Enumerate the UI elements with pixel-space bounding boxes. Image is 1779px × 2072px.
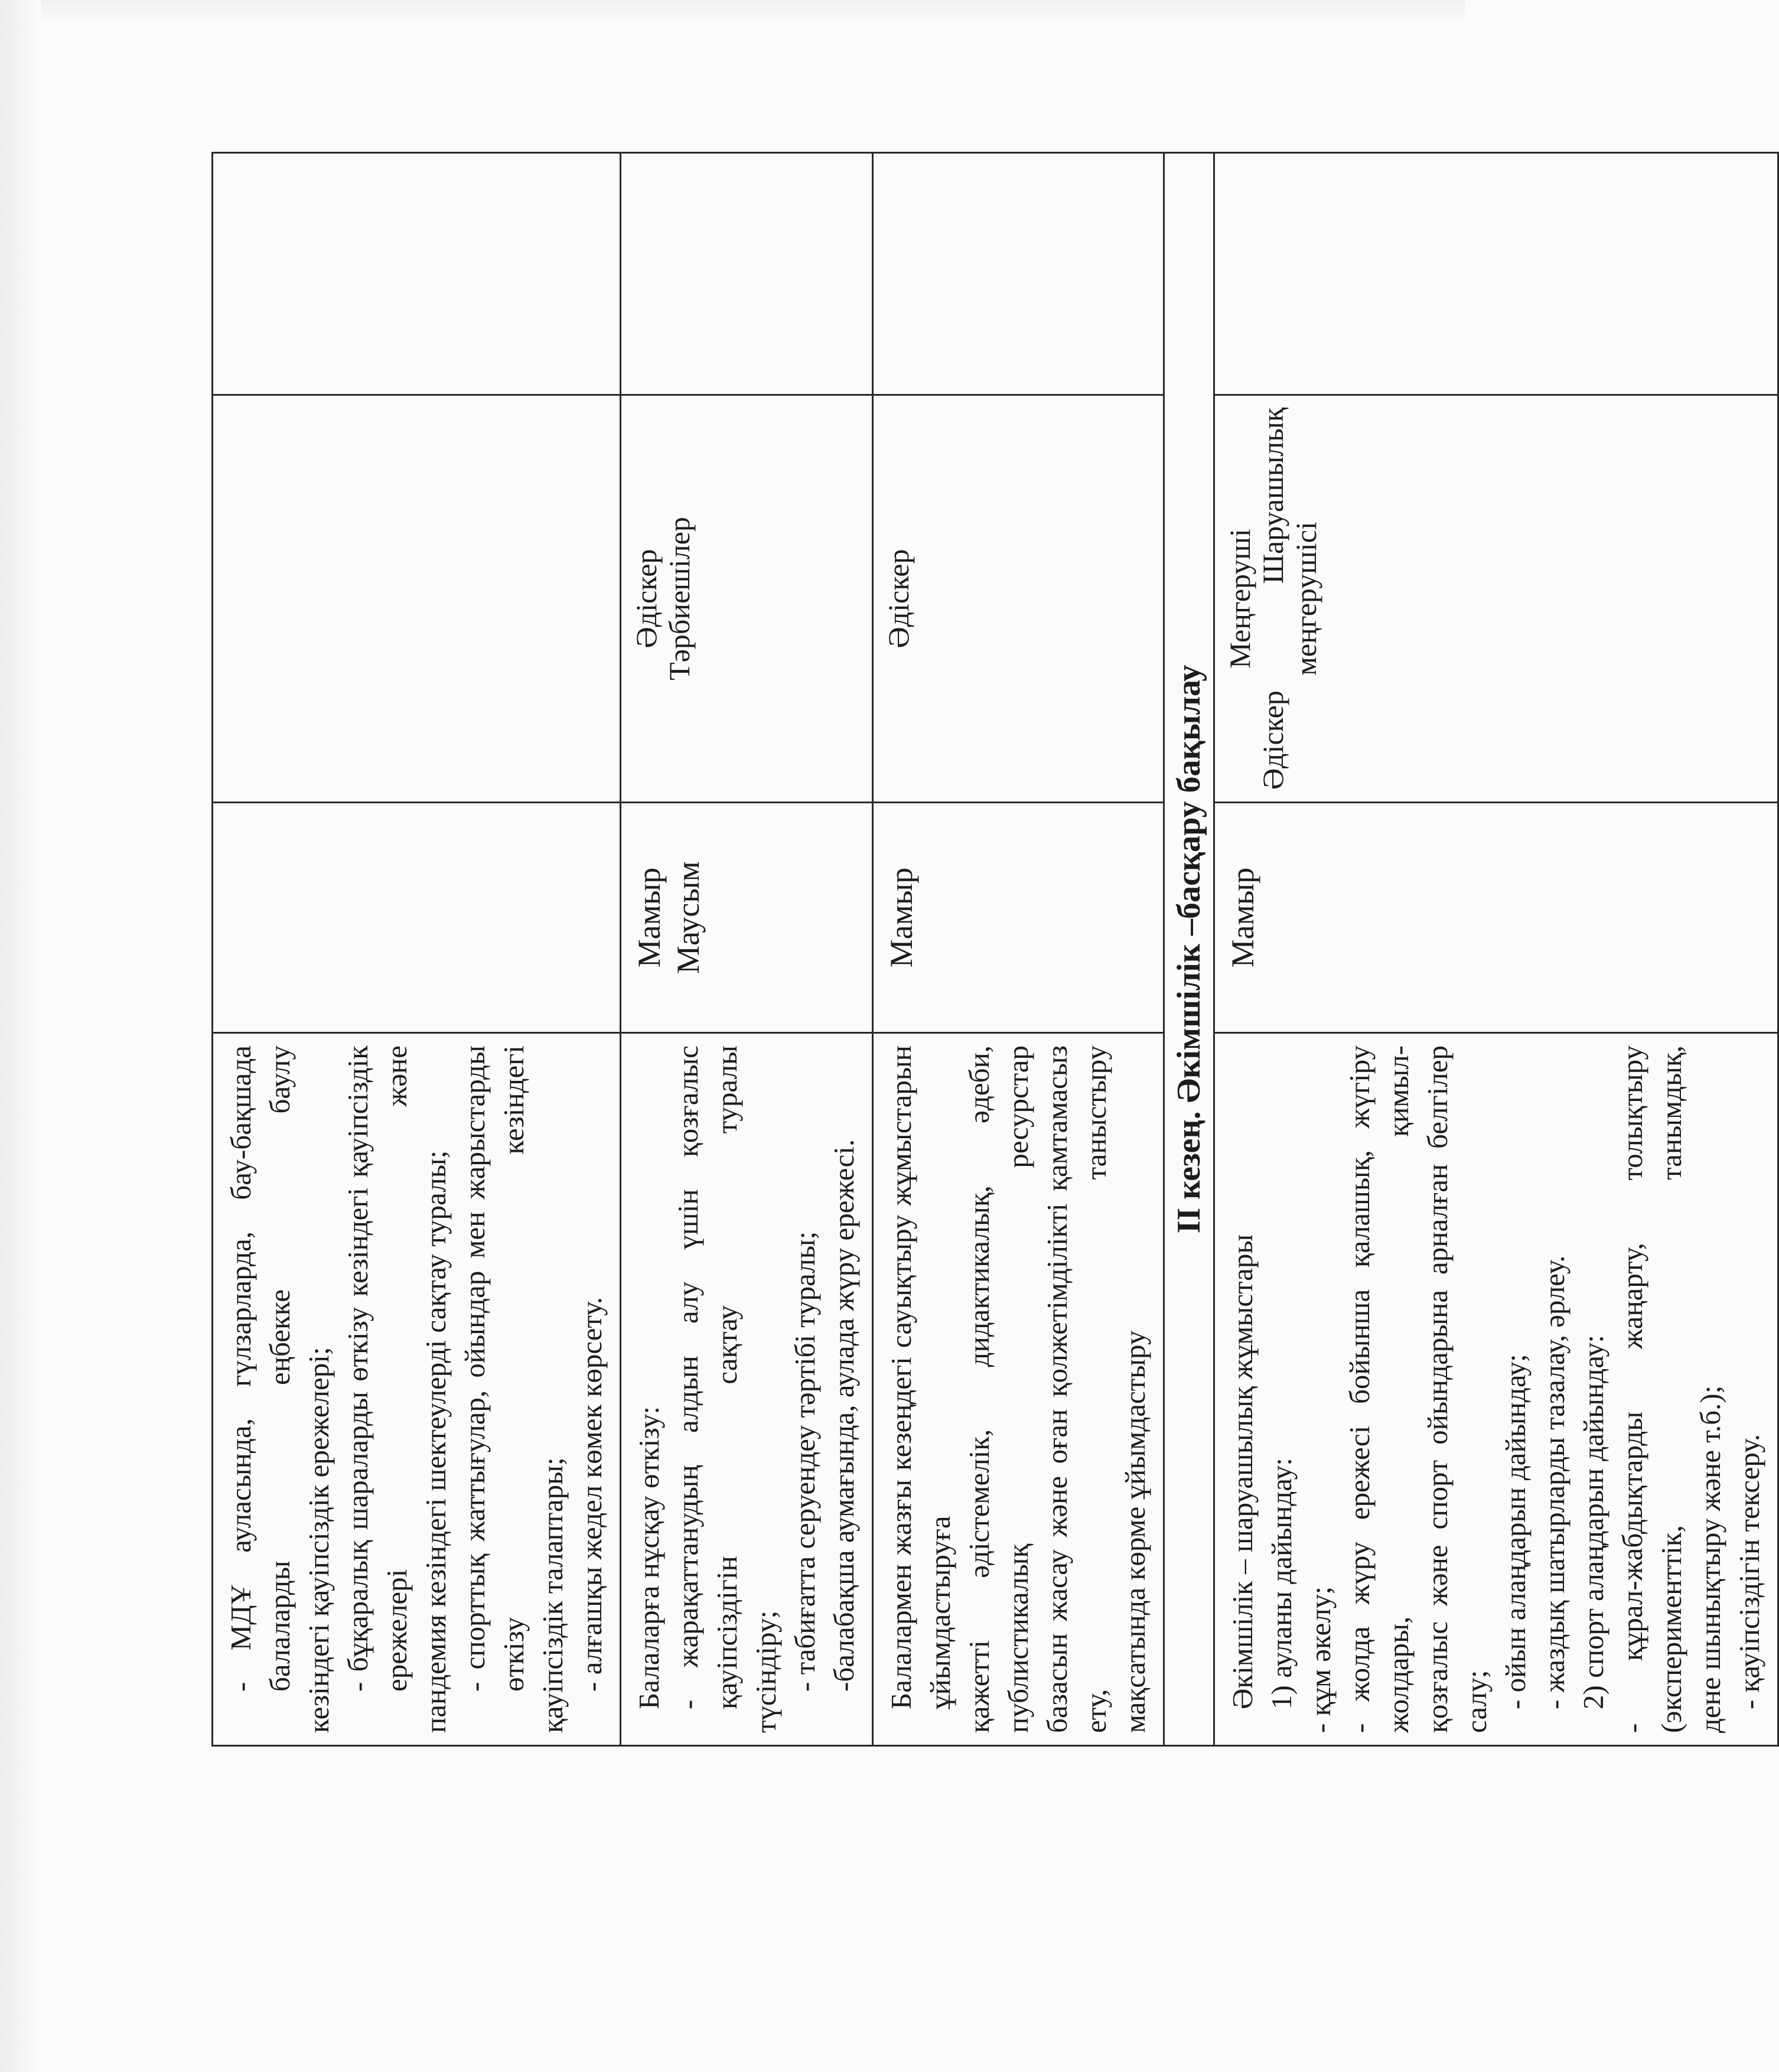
section-title: ІІ кезең. Әкімшілік –басқару бақылау bbox=[1164, 153, 1214, 1746]
task-line: Балалармен жазғы кезеңдегі сауықтыру жұмыстарын ұйымдастыруға bbox=[885, 1045, 956, 1709]
responsible-cell bbox=[213, 395, 621, 803]
responsible-label: Меңгеруші bbox=[1223, 529, 1256, 669]
month-cell bbox=[1214, 803, 1778, 1033]
task-line: қажетті әдістемелік, дидактикалық, әдеби, публистикалық ресурстар bbox=[963, 1045, 1034, 1733]
note-cell bbox=[621, 153, 873, 395]
task-line: пандемия кезіндегі шектеулерді сақтау туралы; bbox=[419, 1150, 452, 1733]
task-line: қауіпсіздік талаптары; bbox=[536, 1457, 569, 1733]
task-line: - табиғатта серуендеу тәртібі туралы; bbox=[789, 1231, 821, 1692]
responsible-label: Әдіскер bbox=[630, 549, 663, 649]
task-line: Балаларға нұсқау өткізу: bbox=[633, 1406, 665, 1709]
task-line: кезіндегі қауіпсіздік ережелері; bbox=[302, 1347, 335, 1733]
task-line: -балабақша аумағында, аулада жүру ережесі. bbox=[827, 1139, 860, 1692]
responsible-cell bbox=[621, 395, 873, 803]
month-label: Мамыр bbox=[1225, 867, 1260, 968]
task-line: - құрал-жабдықтарды жаңарту, толықтыру (эксперименттік, танымдық, bbox=[1616, 1045, 1687, 1733]
task-line: - алғашқы жедел көмек көрсету. bbox=[575, 1296, 608, 1692]
task-line: - МДҰ ауласында, гүлзарларда, бау-бақшада балаларды еңбекке баулу bbox=[224, 1045, 296, 1692]
task-line: - жолда жүру ережесі бойынша қалашық, жүгіру жолдары, қимыл- bbox=[1343, 1045, 1415, 1733]
month-label: Мамыр bbox=[884, 867, 919, 968]
month-cell bbox=[621, 803, 873, 1033]
task-line: - спорттық жаттығулар, ойындар мен жарыстарды өткізу кезіндегі bbox=[458, 1045, 530, 1692]
table-row bbox=[621, 153, 873, 1746]
month-label: Мамыр bbox=[631, 867, 667, 968]
month-cell bbox=[873, 803, 1164, 1033]
scan-top-edge bbox=[0, 0, 1465, 25]
task-line: - құм әкелу; bbox=[1304, 1586, 1337, 1733]
table-row bbox=[213, 153, 621, 1746]
task-cell bbox=[873, 1033, 1164, 1746]
task-line: 2) спорт алаңдарын дайындау: bbox=[1577, 1335, 1609, 1709]
responsible-label: Тәрбиешілер bbox=[663, 517, 696, 680]
responsible-cell bbox=[873, 395, 1164, 803]
responsible-label: Әдіскер bbox=[882, 549, 915, 649]
section-header-row bbox=[1164, 153, 1214, 1746]
table-row bbox=[873, 153, 1164, 1746]
task-line: түсіндіру; bbox=[750, 1610, 782, 1733]
rotated-page bbox=[211, 154, 1765, 1747]
note-cell bbox=[1214, 153, 1778, 395]
task-cell bbox=[621, 1033, 873, 1746]
task-line: базасын жасау және оған қолжетімділікті қамтамасыз ету, таныстыру bbox=[1041, 1045, 1112, 1733]
responsible-label: Әдіскер bbox=[1256, 690, 1289, 790]
task-line: 1) ауланы дайындау: bbox=[1265, 1458, 1298, 1709]
plan-table bbox=[211, 152, 1779, 1747]
responsible-label: Шаруашылық bbox=[1256, 408, 1289, 584]
task-cell bbox=[1214, 1033, 1778, 1746]
task-line: Әкімшілік – шаруашылық жұмыстары bbox=[1226, 1234, 1259, 1709]
task-line: - жарақаттанудың алдын алу үшін қозғалыс қауіпсіздігін сақтау туралы bbox=[672, 1045, 743, 1709]
month-label: Маусым bbox=[670, 861, 706, 974]
responsible-line bbox=[1256, 408, 1289, 790]
task-line: - бұқаралық шараларды өткізу кезіндегі қауіпсіздік ережелері және bbox=[341, 1045, 413, 1692]
task-line: мақсатында көрме ұйымдастыру bbox=[1119, 1330, 1151, 1733]
responsible-label: меңгерушісі bbox=[1289, 522, 1322, 676]
task-line: - қауіпсіздігін тексеру. bbox=[1733, 1434, 1765, 1709]
task-line: - жаздық шатырларды тазалау, әрлеу. bbox=[1538, 1255, 1571, 1709]
task-line: - ойын алаңдарын дайындау; bbox=[1499, 1354, 1532, 1709]
note-cell bbox=[213, 153, 621, 395]
task-line: қозғалыс және спорт ойындарына арналған белгілер салу; bbox=[1421, 1045, 1493, 1733]
table-row bbox=[1214, 153, 1778, 1746]
month-cell bbox=[213, 803, 621, 1033]
task-cell bbox=[213, 1033, 621, 1746]
task-line: дене шынықтыру және т.б.); bbox=[1694, 1385, 1726, 1733]
note-cell bbox=[873, 153, 1164, 395]
responsible-cell bbox=[1214, 395, 1778, 803]
scan-left-shadow bbox=[0, 0, 41, 2072]
